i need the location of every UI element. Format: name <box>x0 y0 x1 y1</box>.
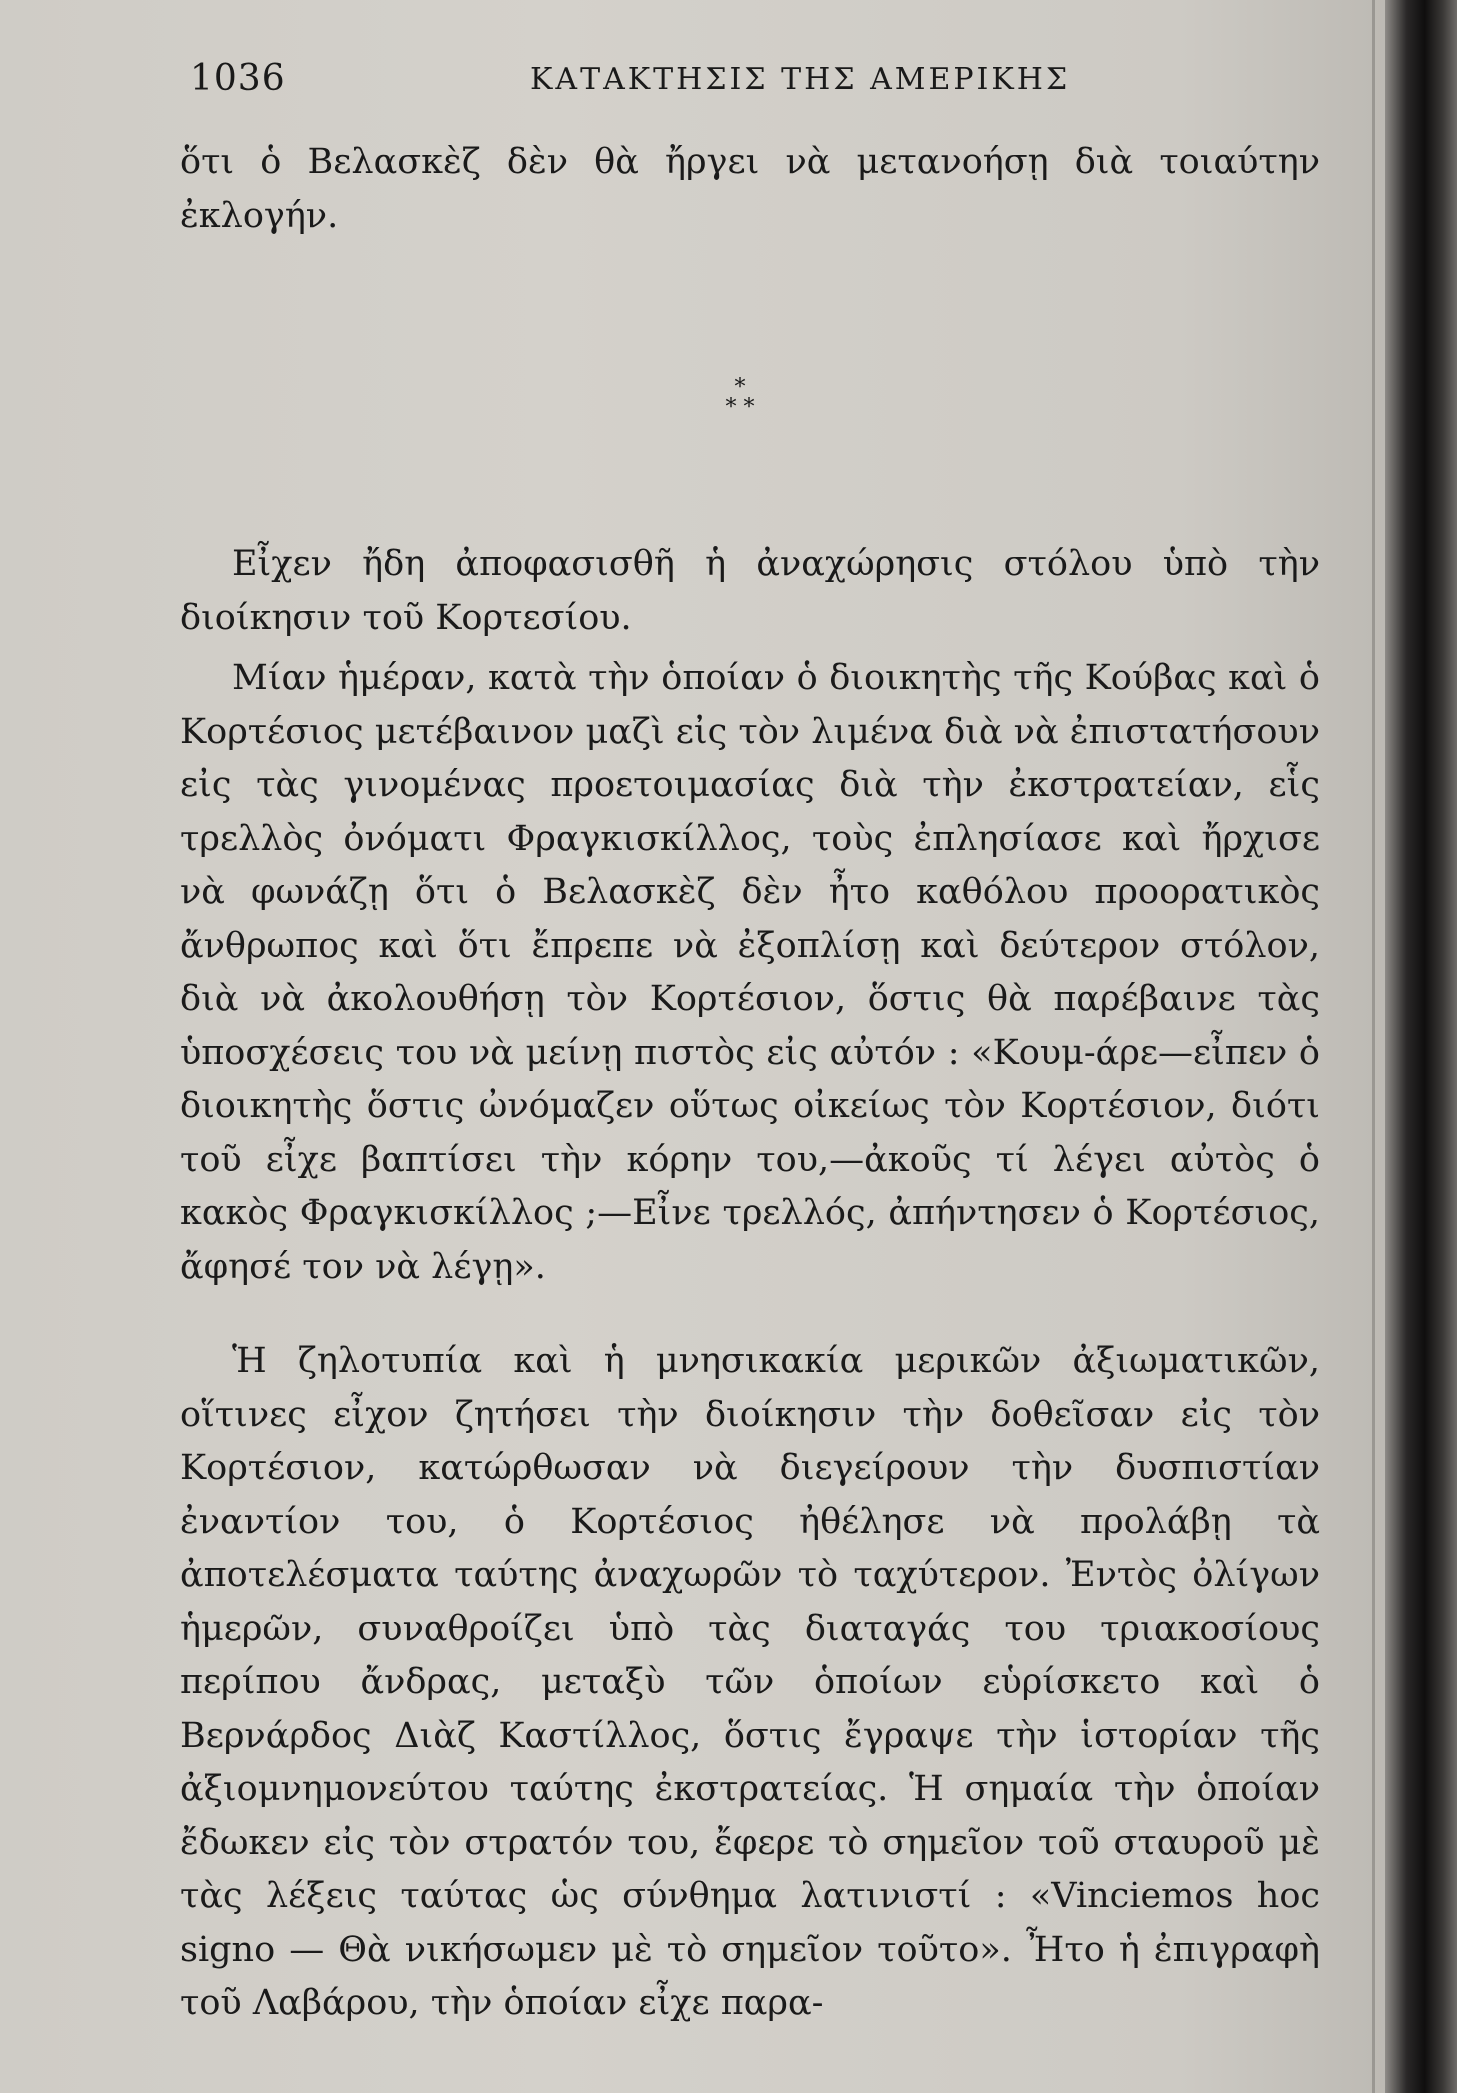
section-divider-asterism <box>700 375 780 420</box>
page-number: 1036 <box>190 58 286 99</box>
book-spine-edge <box>1385 0 1457 2093</box>
asterism-top-star: * <box>734 375 746 400</box>
paragraph-francisquillo: Μίαν ἡμέραν, κατὰ τὴν ὁποίαν ὁ διοικητὴς τῆς Κούβας καὶ ὁ Κορτέσιος μετέβαινον μαζὶ εἰς τὸν λιμένα διὰ νὰ ἐπιστατήσουν εἰς τὰς γινομένας προετοιμασίας διὰ τὴν ἐκστρατείαν, εἷς τρελλὸς ὀνόματι Φραγκισκίλλος, τοὺς ἐπλησίασε καὶ ἤρχισε νὰ φωνάζῃ ὅτι ὁ Βελασκὲζ δὲν ἦτο καθόλου προορατικὸς ἄνθρωπος καὶ ὅτι ἔπρεπε νὰ ἐξοπλίσῃ καὶ δεύτερον στόλον, διὰ νὰ ἀκολουθήσῃ τὸν Κορτέσιον, ὅστις θὰ παρέβαινε τὰς ὑποσχέσεις του νὰ μείνῃ πιστὸς εἰς αὐτόν : «Κουμ-άρε—εἶπεν ὁ διοικητὴς ὅστις ὠνόμαζεν οὕτως οἰκείως τὸν Κορτέσιον, διότι τοῦ εἶχε βαπτίσει τὴν κόρην του,—ἀκοῦς τί λέγει αὐτὸς ὁ κακὸς Φραγκισκίλλος ;—Εἶνε τρελλός, ἀπήντησεν ὁ Κορτέσιος, ἄφησέ τον νὰ λέγῃ». <box>180 658 1320 1287</box>
running-title: ΚΑΤΑΚΤΗΣΙΣ ΤΗΣ ΑΜΕΡΙΚΗΣ <box>530 62 1071 97</box>
asterism-bottom-stars: * * <box>725 395 755 420</box>
page-edge-line <box>1372 0 1375 2093</box>
paragraph-departure-decision: Εἶχεν ἤδη ἀποφασισθῆ ἡ ἀναχώρησις στόλου ὑπὸ τὴν διοίκησιν τοῦ Κορτεσίου. <box>180 544 1320 638</box>
paragraph-jealousy-departure: Ἡ ζηλοτυπία καὶ ἡ μνησικακία μερικῶν ἀξιωματικῶν, οἵτινες εἶχον ζητήσει τὴν διοίκησιν τὴν δοθεῖσαν εἰς τὸν Κορτέσιον, κατώρθωσαν νὰ διεγείρουν τὴν δυσπιστίαν ἐναντίον του, ὁ Κορτέσιος ἠθέλησε νὰ προλάβῃ τὰ ἀποτελέσματα ταύτης ἀναχωρῶν τὸ ταχύτερον. Ἐντὸς ὀλίγων ἡμερῶν, συναθροίζει ὑπὸ τὰς διαταγάς του τριακοσίους περίπου ἄνδρας, μεταξὺ τῶν ὁποίων εὑρίσκετο καὶ ὁ Βερνάρδος Διὰζ Καστίλλος, ὅστις ἔγραψε τὴν ἱστορίαν τῆς ἀξιομνημονεύτου ταύτης ἐκστρατείας. Ἡ σημαία τὴν ὁποίαν ἔδωκεν εἰς τὸν στρατόν του, ἔφερε τὸ σημεῖον τοῦ σταυροῦ μὲ τὰς λέξεις ταύτας ὡς σύνθημα λατινιστί : «Vinciemos hoc signo — Θὰ νικήσωμεν μὲ τὸ σημεῖον τοῦτο». Ἦτο ἡ ἐπιγραφὴ τοῦ Λαβάρου, τὴν ὁποίαν εἶχε παρα- <box>180 1341 1320 2023</box>
page-header <box>190 58 1230 118</box>
paragraph-continuation: ὅτι ὁ Βελασκὲζ δὲν θὰ ἤργει νὰ μετανοήσῃ διὰ τοιαύτην ἐκλογήν. <box>180 142 1320 236</box>
